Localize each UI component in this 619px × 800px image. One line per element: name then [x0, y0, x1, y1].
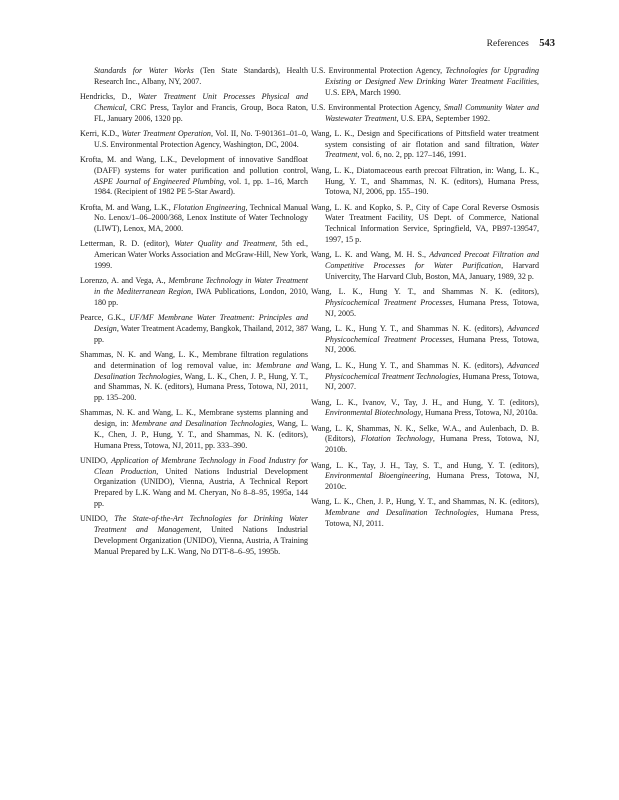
reference-entry [311, 398, 539, 420]
reference-entry [311, 497, 539, 529]
reference-text: UNIDO, [80, 455, 112, 465]
reference-text: , CRC Press, Taylor and Francis, Group, Boca Raton, FL, January 2006, 1320 pp. [94, 102, 308, 123]
reference-entry [80, 129, 308, 151]
reference-text: , vol. 1, pp. 1–16, March 1984. (Recipient of 1982 PE 5-Star Award). [94, 176, 308, 197]
reference-text: , U.S. EPA, September 1992. [396, 113, 490, 123]
reference-entry [311, 103, 539, 125]
reference-entry [80, 350, 308, 404]
reference-title: The State-of-the-Art Technologies for Drinking Water Treatment and Management [94, 514, 308, 535]
reference-text: U.S. Environmental Protection Agency, [311, 66, 446, 75]
reference-text: , United Nations Industrial Development Organization (UNIDO), Vienna, Austria, A Technical Report Prepared by L.K. Wang and M. Cheryan, No 8–8–95, 1995a, 144 pp. [94, 466, 308, 508]
reference-entry [80, 313, 308, 345]
references-left-column [80, 66, 308, 562]
reference-title: Environmental Bioengineering [325, 471, 429, 481]
reference-text: , vol. 6, no. 2, pp. 127–146, 1991. [357, 150, 467, 160]
reference-text: Wang, L. K., Diatomaceous earth precoat Filtration, in: Wang, L. K., Hung, Y. T., and Shammas, N. K. (editors), Humana Press, Totowa, NJ, 2006, pp. 155–190. [311, 165, 539, 197]
reference-text: , Humana Press, Totowa, NJ, 2010c. [325, 471, 539, 492]
reference-text: , Water Treatment Academy, Bangkok, Thailand, 2012, 387 pp. [94, 323, 308, 344]
reference-text: , Harvard Univercity, The Harvard Club, Boston, MA, January, 1989, 32 p. [325, 260, 539, 281]
reference-title: Water Treatment Operation [121, 128, 211, 138]
reference-text: , Humana Press, Totowa, NJ, 2005. [325, 297, 539, 318]
reference-text: Shammas, N. K. and Wang, L. K., Membrane filtration regulations and determination of log removal value, in: [80, 350, 308, 370]
reference-entry [311, 250, 539, 282]
reference-text: , IWA Publications, London, 2010, 180 pp. [94, 287, 309, 307]
reference-entry [311, 166, 539, 198]
references-right-column [311, 66, 539, 534]
reference-text: , Wang, L. K., Chen, J. P., Hung, Y. T., and Shammas, N. K. (editors), Humana Press, Totowa, NJ, 2011, pp. 333–390. [94, 419, 308, 450]
reference-text: Shammas, N. K. and Wang, L. K., Membrane systems planning and design, in: [80, 408, 308, 429]
reference-text: , U.S. EPA, March 1990. [325, 76, 539, 97]
reference-entry [311, 361, 539, 393]
reference-title: Water Treatment [325, 139, 539, 160]
reference-text: Wang, L. K., Hung Y. T., and Shammas N. K. (editors), [311, 323, 508, 333]
reference-entry [80, 456, 308, 510]
reference-text: Wang, L. K. and Wang, M. H. S., [311, 250, 430, 260]
reference-text: , 5th ed., American Water Works Association and McGraw-Hill, New York, 1999. [94, 239, 308, 270]
reference-text: Wang, L. K, Shammas, N. K., Selke, W.A., and Aulenbach, D. B. (Editors), [311, 423, 539, 444]
reference-title: Membrane and Desalination Technologies [131, 419, 273, 429]
reference-text: Kerri, K.D., [80, 128, 122, 138]
reference-text: Wang, L. K., Hung Y. T., and Shammas N. K. (editors), [311, 287, 539, 297]
reference-title: Advanced Physicochemical Treatment Technologies [325, 360, 539, 381]
reference-text: Wang, L. K., Hung Y. T., and Shammas N. K. (editors), [311, 360, 508, 370]
reference-text: , Humana Press, Totowa, NJ, 2011. [325, 508, 539, 528]
reference-entry [80, 514, 308, 557]
reference-entry [80, 276, 308, 308]
reference-entry [80, 66, 308, 88]
reference-title: Environmental Biotechnology [325, 408, 422, 418]
reference-title: Advanced Physicochemical Treatment Processes [325, 323, 539, 344]
reference-entry [311, 203, 539, 246]
reference-entry [311, 66, 539, 98]
reference-title: Technologies for Upgrading Existing or Designed New Drinking Water Treatment Facilities [325, 66, 540, 86]
reference-text: Wang, L. K. and Kopko, S. P., City of Cape Coral Reverse Osmosis Water Treatment Facility, US Dept. of Commerce, National Technical Information Service, Springfield, VA, PB97-139547, 1997, 15 p. [311, 202, 539, 244]
reference-title: Physicochemical Treatment Processes [325, 297, 453, 307]
reference-title: Small Community Water and Wastewater Treatment [325, 102, 539, 123]
reference-entry [80, 203, 308, 235]
reference-text: Wang, L. K., Tay, J. H., Tay, S. T., and Hung, Y. T. (editors), [311, 460, 539, 470]
reference-title: Advanced Precoat Filtration and Competitive Processes for Water Purification [325, 250, 539, 270]
reference-entry [80, 408, 308, 451]
reference-title: UF/MF Membrane Water Treatment: Principles and Design [94, 313, 308, 333]
reference-entry [80, 155, 308, 198]
reference-title: Flotation Engineering [173, 202, 246, 212]
reference-text: U.S. Environmental Protection Agency, [311, 102, 444, 112]
reference-text: , United Nations Industrial Development Organization (UNIDO), Vienna, Austria, A Training Manual Prepared by L.K. Wang, No DTT-8–6–95, 1995b. [94, 525, 308, 556]
reference-title: Membrane Technology in Water Treatment in the Mediterranean Region [94, 276, 309, 297]
reference-title: Membrane and Desalination Technologies [94, 360, 308, 381]
reference-entry [311, 461, 539, 493]
reference-text: Lorenzo, A. and Vega, A., [80, 276, 169, 286]
reference-text: , Humana Press, Totowa, NJ, 2006. [325, 334, 539, 355]
reference-text: , Humana Press, Totowa, NJ, 2007. [325, 371, 539, 392]
reference-entry [80, 239, 308, 271]
reference-entry [80, 92, 308, 124]
reference-entry [311, 324, 539, 356]
reference-text: Wang, L. K., Chen, J. P., Hung, Y. T., and Shammas, N. K. (editors), [311, 497, 539, 507]
reference-entry [311, 129, 539, 161]
reference-title: Water Treatment Unit Processes Physical and Chemical [94, 92, 308, 112]
reference-title: Water Quality and Treatment [174, 239, 276, 249]
reference-title: Application of Membrane Technology in Food Industry for Clean Production [94, 455, 308, 476]
reference-text: (Ten State Standards), Health Research Inc., Albany, NY, 2007. [94, 66, 308, 86]
reference-text: Letterman, R. D. (editor), [80, 239, 175, 249]
reference-entry [311, 424, 539, 456]
reference-text: UNIDO, [80, 514, 115, 524]
reference-text: , Wang, L. K., Chen, J. P., Hung, Y. T., and Shammas, N. K. (editors), Humana Press, Totowa, NJ, 2011, pp. 135–200. [94, 371, 308, 402]
reference-text: Hendricks, D., [80, 92, 139, 102]
reference-text: Pearce, G.K., [80, 313, 130, 323]
reference-text: , Humana Press, Totowa, NJ, 2010a. [421, 408, 538, 418]
reference-text: Krofta, M. and Wang, L.K., [80, 202, 174, 212]
reference-text: , Humana Press, Totowa, NJ, 2010b. [325, 434, 539, 455]
reference-title: Standards for Water Works [94, 66, 194, 75]
reference-text: Krofta, M. and Wang, L.K., Development of innovative Sandfloat (DAFF) systems for water purification and pollution control, [80, 155, 308, 175]
reference-title: ASPE Journal of Engineered Plumbing [94, 176, 224, 186]
reference-text: Wang, L. K., Ivanov, V., Tay, J. H., and Hung, Y. T. (editors), [311, 397, 539, 407]
reference-title: Flotation Technology [360, 434, 433, 444]
reference-entry [311, 287, 539, 319]
reference-title: Membrane and Desalination Technologies [325, 508, 477, 518]
page-number: 543 [539, 38, 555, 49]
section-title: References [486, 39, 529, 49]
reference-text: , Vol. II, No. T-901361–01–0, U.S. Environmental Protection Agency, Washington, DC, 2004. [94, 128, 309, 149]
reference-text: , Technical Manual No. Lenox/1–06–2000/368, Lenox Institute of Water Technology (LIWT), Lenox, MA, 2000. [94, 202, 308, 234]
reference-text: Wang, L. K., Design and Specifications of Pittsfield water treatment system consisting of air flotation and sand filtration, [311, 128, 539, 149]
running-header [487, 38, 555, 49]
